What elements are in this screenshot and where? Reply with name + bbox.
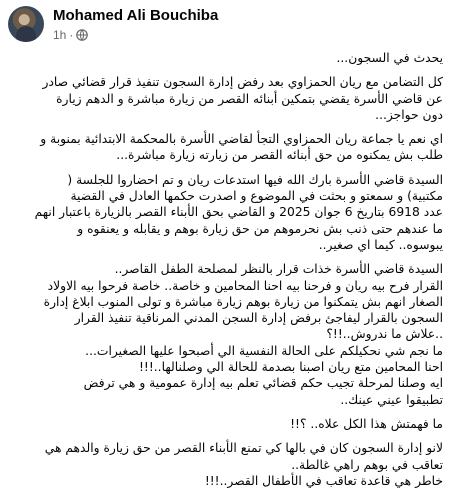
post-paragraph [8, 416, 443, 432]
post-line: اي نعم يا جماعة ريان الحمزاوي التجأ لقاضي الأسرة بالمحكمة الابتدائية بمنوبة و [40, 132, 443, 147]
post-paragraph [8, 172, 443, 253]
post-line: ما فهمتش هذا الكل علاه.. ؟!! [290, 416, 443, 431]
post-line: يحدث في السجون... [336, 51, 443, 65]
paragraph-gap [8, 253, 443, 261]
post-text [8, 50, 443, 489]
post-paragraph [8, 74, 443, 123]
post-paragraph [8, 343, 443, 408]
post-meta [53, 27, 88, 43]
author-avatar[interactable] [8, 6, 44, 42]
globe-icon[interactable] [76, 29, 88, 41]
post-line: القرار فرح بيه ريان و فرحنا بيه احنا المحامين و خاصة.. خاصة فرحوا بيه الاولاد [47, 278, 443, 293]
post-line: عدد 6918 بتاريخ 6 جوان 2025 و القاضي بحق الأبناء القصر بالزيارة باعتبار انهم [34, 205, 443, 220]
post-line: يبوسوه.. كيما اي صغير.. [318, 237, 443, 252]
post-line: السجون بالقرار ليفاجئ برفض إدارة السجن المدني المرناقية تنفيذ القرار [74, 311, 443, 326]
post-line: تعاقب في بوهم راهي غالطة.. [291, 457, 443, 472]
post-line: احنا المحامين متع ريان اصبنا بصدمة للحالة الي وصلنالها..!!! [138, 360, 443, 375]
post-line: ما عندهم حتى ذنب بش نحرموهم من حق زيارة بوهم و يقابله و يعنقوه و [77, 221, 443, 236]
post-paragraph [8, 50, 443, 66]
paragraph-gap [8, 66, 443, 74]
paragraph-gap [8, 123, 443, 131]
post-line: لانو إدارة السجون كان في بالها كي تمنع الأبناء القصر من حق زيارة والدهم هي [44, 441, 443, 456]
post-paragraph [8, 261, 443, 342]
post-paragraph [8, 440, 443, 473]
meta-separator: · [69, 28, 74, 42]
post-line: السيدة قاضي الأسرة خذات قرار بالنظر لمصلحة الطفل القاصر.. [114, 262, 443, 277]
post-line: كل التضامن مع ريان الحمزاوي بعد رفض إدارة السجون تنفيذ قرار قضائي صادر [42, 75, 443, 90]
post-line: الصغار انهم بش يتمكنوا من زيارة بوهم زيارة مباشرة و تولى المنوب ابلاغ إدارة [43, 294, 443, 309]
post-line: دون حواجز... [375, 107, 443, 122]
post-header [8, 4, 443, 46]
paragraph-gap [8, 432, 443, 440]
post-line: طلب بش يمكنوه من حق أبنائه القصر من زيارته زيارة مباشرة... [116, 148, 443, 163]
post-time[interactable]: 1h [53, 28, 67, 42]
post-line: السيدة قاضي الأسرة بارك الله فيها استدعات ريان و تم احضاروا للجلسة ( [67, 172, 443, 187]
post-paragraph [8, 131, 443, 164]
post-line: عن قاضي الأسرة يقضي بتمكين أبنائه القصر من زيارة مباشرة و الدهم زيارة [56, 91, 443, 106]
post-line: ما نجم شي نحكيلكم على الحالة النفسية الي أصبحوا عليها الصغيرات... [85, 343, 443, 358]
post-paragraph [8, 473, 443, 489]
author-name[interactable]: Mohamed Ali Bouchiba [53, 7, 219, 24]
post-line: مكتبية) و سمعتو و بحثت في الموضوع و اصدرت حكمها العادل في القضية [70, 189, 443, 204]
paragraph-gap [8, 408, 443, 416]
paragraph-gap [8, 164, 443, 172]
post-line: ايه وصلنا لمرحلة تجيب حكم قضائي تعلم بيه إدارة عمومية و هي ترفض [83, 376, 443, 391]
post-line: خاطر هي قاعدة تعاقب في الأطفال القصر..!!! [204, 473, 443, 488]
post-line: ..علاش ما ندروش..!!؟ [326, 327, 443, 342]
post-line: تطبيقوا عيني عينك.. [340, 392, 443, 407]
